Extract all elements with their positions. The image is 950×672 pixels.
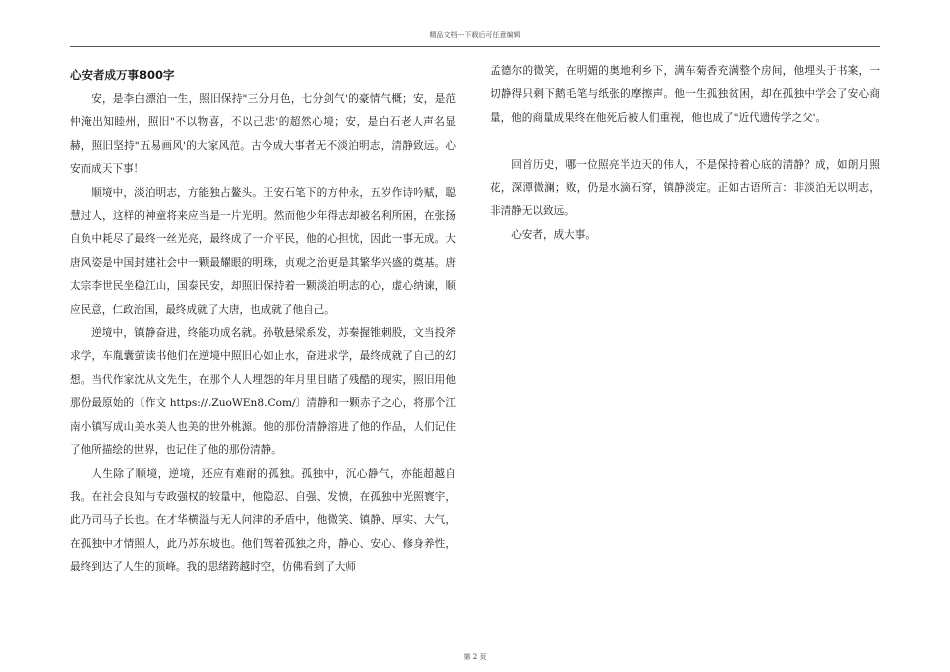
- paragraph-spacer: [490, 130, 880, 153]
- paragraph-continued: 孟德尔的微笑，在明媚的奥地利乡下，满车菊香充满整个房间，他埋头于书案，一切静得只剩下鹅毛笔与纸张的摩擦声。他一生孤独贫困，却在孤独中学会了安心商量，他的商量成果终在他死后被人们重视，他也成了"近代遗传学之父'。: [490, 65, 880, 124]
- left-column: [70, 60, 456, 580]
- document-title: 心安者成万事800字: [70, 68, 175, 82]
- paragraph: 安，是李白漂泊一生，照旧保持"三分月色，七分剑气'的豪情气概；安，是范仲淹出知睦州，照旧"不以物喜，不以己悲'的超然心境；安，是白石老人声名显赫，照旧坚持"五易画风'的大家风范。古今成大事者无不淡泊明志，清静致远。心安而成天下事！: [70, 93, 456, 176]
- paragraph: 人生除了顺境，逆境，还应有难耐的孤独。孤独中，沉心静气，亦能超越自我。在社会良知与专政强权的较量中，他隐忍、自强、发愤，在孤独中光照寰宇，此乃司马子长也。在才华横溢与无人问津的矛盾中，他微笑、镇静、厚实、大气，在孤独中才情照人，此乃苏东坡也。他们驾着孤独之舟，静心、安心、修身养性，最终到达了人生的顶峰。我的思绪跨越时空，仿佛看到了大师: [70, 467, 456, 574]
- paragraph: 顺境中，淡泊明志，方能独占鳌头。王安石笔下的方仲永，五岁作诗吟赋，聪慧过人，这样的神童将来应当是一片光明。然而他少年得志却被名利所困，在张扬自负中耗尽了最终一丝光亮，最终成了一介平民，他的心担忧，因此一事无成。大唐风姿是中国封建社会中一颗最耀眼的明珠，贞观之治更是其繁华兴盛的奠基。唐太宗李世民坐稳江山，国泰民安，却照旧保持着一颗淡泊明志的心，虚心纳谏，顺应民意，仁政治国，最终成就了大唐，也成就了他自己。: [70, 186, 456, 316]
- paragraph: 回首历史，哪一位照亮半边天的伟人，不是保持着心底的清静？成，如朗月照花，深潭微澜；败，仍是水滴石穿，镇静淡定。正如古语所言：非淡泊无以明志，非清静无以致远。: [490, 158, 880, 218]
- right-column: [490, 60, 880, 247]
- paragraph: 心安者，成大事。: [511, 228, 596, 241]
- header-divider: [70, 46, 880, 47]
- page-header: 精品文档---下载后可任意编辑: [429, 31, 521, 39]
- paragraph: 逆境中，镇静奋进，终能功成名就。孙敬悬梁系发，苏秦握锥刺股，文当投斧求学，车胤囊萤读书他们在逆境中照旧心如止水，奋进求学，最终成就了自己的幻想。当代作家沈从文先生，在那个人人埋怨的年月里目睹了残酷的现实，照旧用他那份最原始的〔作文 https://.ZuoWEn8.Com/〕清静和一颗赤子之心，将那个江南小镇写成山美水美人也美的世外桃源。他的那份清静溶进了他的作品，人们记住了他所描绘的世界，也记住了他的那份清静。: [70, 327, 456, 457]
- page-number: 第 2 页: [463, 653, 487, 661]
